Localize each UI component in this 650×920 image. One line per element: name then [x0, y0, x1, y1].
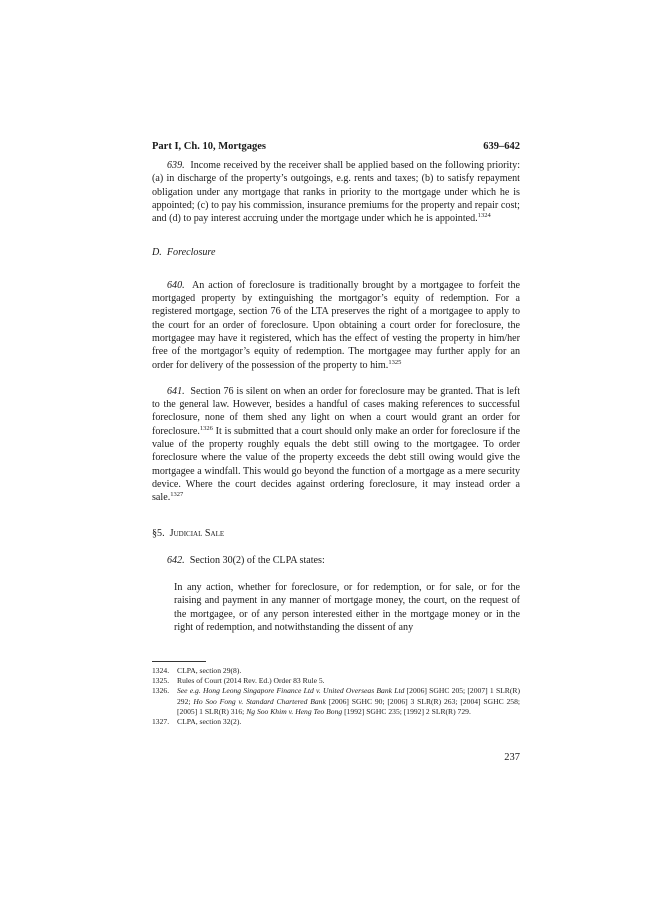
- block-quote: In any action, whether for foreclosure, or for redemption, or for sale, or for the raising and payment in any manner of mortgage money, the court, on the request of the mortgagee, or of any person interested either in the mortgage money or in the right of redemption, and notwithstanding the dissent of any: [174, 582, 520, 634]
- footnote-text: See e.g. Hong Leong Singapore Finance Ltd v. United Overseas Bank Ltd [2006] SGHC 205; [2007] 1 SLR(R) 292; Ho Soo Fong v. Standard Chartered Bank [2006] SGHC 90; [2006] 3 SLR(R) 263; [2004] SGHC 258; [2005] 1 SLR(R) 316; Ng Soo Khim v. Heng Teo Bong [1992] SGHC 235; [1992] 2 SLR(R) 729.: [177, 686, 520, 716]
- paragraph-640: [152, 279, 520, 372]
- paragraph-text: Income received by the receiver shall be applied based on the following priority: (a) in discharge of the property’s outgoings, e.g. rents and taxes; (b) to satisfy repayment obligation under any mortgage that ranks in priority to the mortgage under which he is appointed; (c) to pay his commission, insurance premiums for the property and repair cost; and (d) to pay interest accruing under the mortgage under which he is appointed.: [152, 160, 520, 225]
- footnote-text: Rules of Court (2014 Rev. Ed.) Order 83 Rule 5.: [177, 676, 325, 686]
- page-body: [152, 140, 520, 634]
- footnote-1327: [152, 717, 520, 727]
- paragraph-number: 641.: [167, 385, 185, 397]
- footnotes: [152, 666, 520, 727]
- section-title: Foreclosure: [166, 247, 216, 259]
- section-heading-foreclosure: [152, 246, 520, 259]
- paragraph-642: [152, 554, 520, 567]
- paragraph-text: Section 76 is silent on when an order for foreclosure may be granted. That is left to the general law. However, besides a handful of cases making references to successful foreclosure, none of them shed any light on when a court would grant an order for foreclosure.: [152, 385, 520, 437]
- footnote-1324: [152, 666, 520, 676]
- paragraph-text: Section 30(2) of the CLPA states:: [189, 554, 325, 566]
- footnote-text: CLPA, section 29(8).: [177, 666, 242, 675]
- footnote-number: 1327.: [152, 717, 170, 727]
- footnote-1325: [152, 676, 520, 686]
- footnote-ref-1327[interactable]: 1327: [170, 491, 184, 499]
- footnote-number: 1324.: [152, 666, 170, 675]
- footnote-ref-1324[interactable]: 1324: [477, 212, 491, 220]
- running-head-paragraph-range: 639–642: [483, 141, 520, 152]
- footnote-divider: [152, 661, 206, 662]
- footnote-number: 1326.: [152, 686, 170, 696]
- running-head: [152, 140, 520, 154]
- paragraph-number: 640.: [167, 279, 185, 291]
- footnote-ref-1326[interactable]: 1326: [199, 424, 213, 432]
- section-label: D.: [152, 247, 162, 259]
- paragraph-number: 642.: [167, 554, 185, 566]
- section-title: Judicial Sale: [169, 527, 225, 539]
- section-heading-judicial-sale: [152, 527, 520, 540]
- page-number: 237: [504, 752, 520, 763]
- section-label: §5.: [152, 527, 165, 539]
- footnote-1326: [152, 686, 520, 717]
- paragraph-641: [152, 385, 520, 505]
- footnote-number: 1325.: [152, 676, 170, 686]
- footnote-ref-1325[interactable]: 1325: [388, 358, 402, 366]
- paragraph-639: [152, 159, 520, 225]
- paragraph-text: An action of foreclosure is traditionally brought by a mortgagee to forfeit the mortgaged property by extinguishing the mortgagor’s equity of redemption. For a registered mortgage, section 76 of the LTA preserves the right of a mortgagee to apply to the court for an order of foreclosure. Upon obtaining a court order for foreclosure, the mortgagee may have it registered, which has the effect of vesting the property in him/her free of the mortgagor’s equity of redemption. The mortgagee may further apply for an order for delivery of the possession of the property to him.: [152, 279, 520, 371]
- footnote-text: CLPA, section 32(2).: [177, 717, 242, 727]
- paragraph-number: 639.: [167, 160, 185, 171]
- paragraph-text-continued: It is submitted that a court should only make an order for foreclosure if the value of the property roughly equals the debt still owing to the mortgagee. To order foreclosure where the value of the property exceeds the debt still owing would give the mortgagee a windfall. This would go beyond the function of a mortgage as a mere security device. Where the court decides against ordering foreclosure, it may instead order a sale.: [152, 425, 520, 504]
- running-head-title: Part I, Ch. 10, Mortgages: [152, 141, 267, 152]
